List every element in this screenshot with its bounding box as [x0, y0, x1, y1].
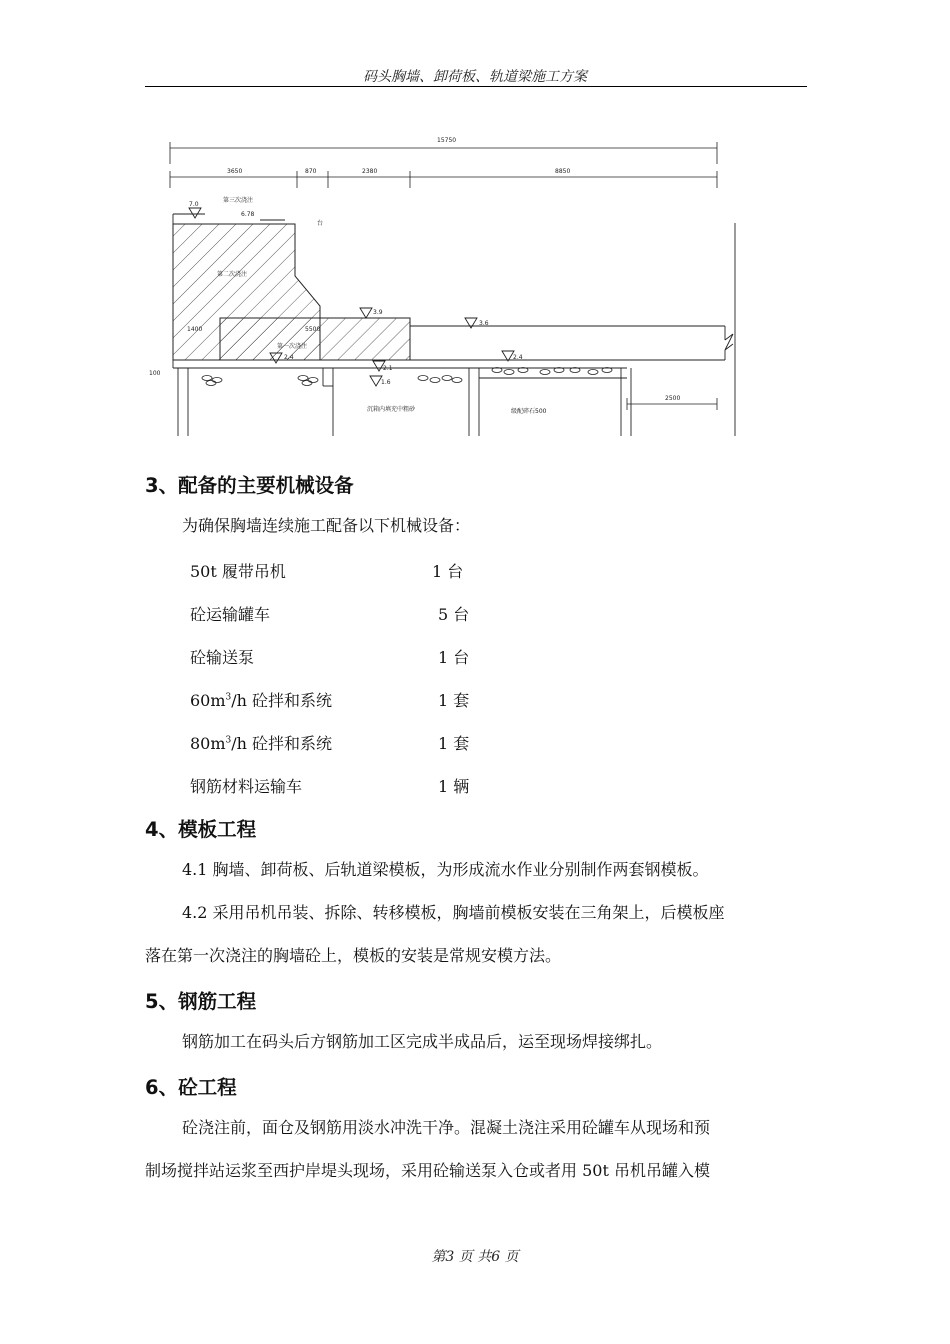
elev-1-6-left: 1.6 [381, 379, 391, 386]
equipment-name-6: 钢筋材料运输车 [190, 777, 303, 796]
section-3-heading: 3、配备的主要机械设备 [145, 474, 354, 497]
label-pour3: 第三次浇注 [223, 197, 254, 204]
dim-5500: 5500 [305, 326, 321, 333]
equipment-name-3: 砼输送泵 [190, 648, 255, 667]
dim-a: 3650 [227, 168, 243, 175]
equipment-name-2: 砼运输罐车 [190, 605, 271, 624]
equipment-qty-4: 1 套 [438, 691, 470, 710]
section-4-heading: 4、模板工程 [145, 818, 257, 841]
section-5-para: 钢筋加工在码头后方钢筋加工区完成半成品后，运至现场焊接绑扎。 [182, 1032, 663, 1051]
caissons [178, 368, 631, 436]
cross-section-drawing [145, 128, 745, 440]
gravel-symbols [202, 368, 612, 386]
section-4-para-1: 4.1 胸墙、卸荷板、后轨道梁模板，为形成流水作业分别制作两套钢模板。 [182, 860, 709, 879]
equipment-name-5: $80m^3/h$ 砼拌和系统 [190, 734, 333, 753]
dim-d: 8850 [555, 168, 571, 175]
first-pour-slab [220, 318, 410, 360]
label-pour1: 第一次浇注 [277, 343, 308, 350]
label-tai: 台 [317, 220, 324, 227]
section-4-para-2-line-2: 落在第一次浇注的胸墙砼上，模板的安装是常规安模方法。 [145, 946, 562, 965]
elev-3-6: 3.6 [479, 320, 489, 327]
label-gravel: 级配碎石500 [511, 408, 547, 415]
section-4-para-2-line-1: 4.2 采用吊机吊装、拆除、转移模板，胸墙前模板安装在三角架上，后模板座 [182, 903, 725, 922]
equipment-qty-1: 1 台 [432, 562, 464, 581]
elev-6-78: 6.78 [241, 211, 255, 218]
elev-7-0: 7.0 [189, 201, 199, 208]
elev-2-1: 2.1 [383, 365, 393, 372]
equipment-qty-6: 1 辆 [438, 777, 470, 796]
section-5-heading: 5、钢筋工程 [145, 990, 257, 1013]
equipment-qty-3: 1 台 [438, 648, 470, 667]
equipment-qty-2: 5 台 [438, 605, 470, 624]
elev-2-4-right: 2.4 [513, 354, 523, 361]
dim-2500: 2500 [665, 395, 681, 402]
dim-b: 870 [305, 168, 317, 175]
dim-c: 2380 [362, 168, 378, 175]
dim-100: 100 [149, 370, 161, 377]
section-6-para-line-1: 砼浇注前，面仓及钢筋用淡水冲洗干净。混凝土浇注采用砼罐车从现场和预 [182, 1118, 711, 1137]
section-6-heading: 6、砼工程 [145, 1076, 237, 1099]
header-rule [145, 86, 807, 87]
section-6-para-line-2: 制场搅拌站运浆至西护岸堤头现场，采用砼输送泵入仓或者用 50t 吊机吊罐入模 [145, 1161, 710, 1180]
label-fill-sand: 沉箱内填充中粗砂 [367, 406, 416, 413]
elev-2-4-left: 2.4 [284, 354, 294, 361]
dim-1400: 1400 [187, 326, 203, 333]
dim-total: 15750 [437, 137, 457, 144]
label-pour2: 第二次浇注 [217, 271, 248, 278]
equipment-qty-5: 1 套 [438, 734, 470, 753]
elev-3-9: 3.9 [373, 309, 383, 316]
page-header-title: 码头胸墙、卸荷板、轨道梁施工方案 [363, 69, 587, 85]
equipment-name-1: 50t 履带吊机 [190, 562, 286, 581]
page-footer: 第3 页 共6 页 [431, 1249, 519, 1265]
equipment-name-4: $60m^3/h$ 砼拌和系统 [190, 691, 333, 710]
section-3-intro: 为确保胸墙连续施工配备以下机械设备： [182, 516, 471, 535]
